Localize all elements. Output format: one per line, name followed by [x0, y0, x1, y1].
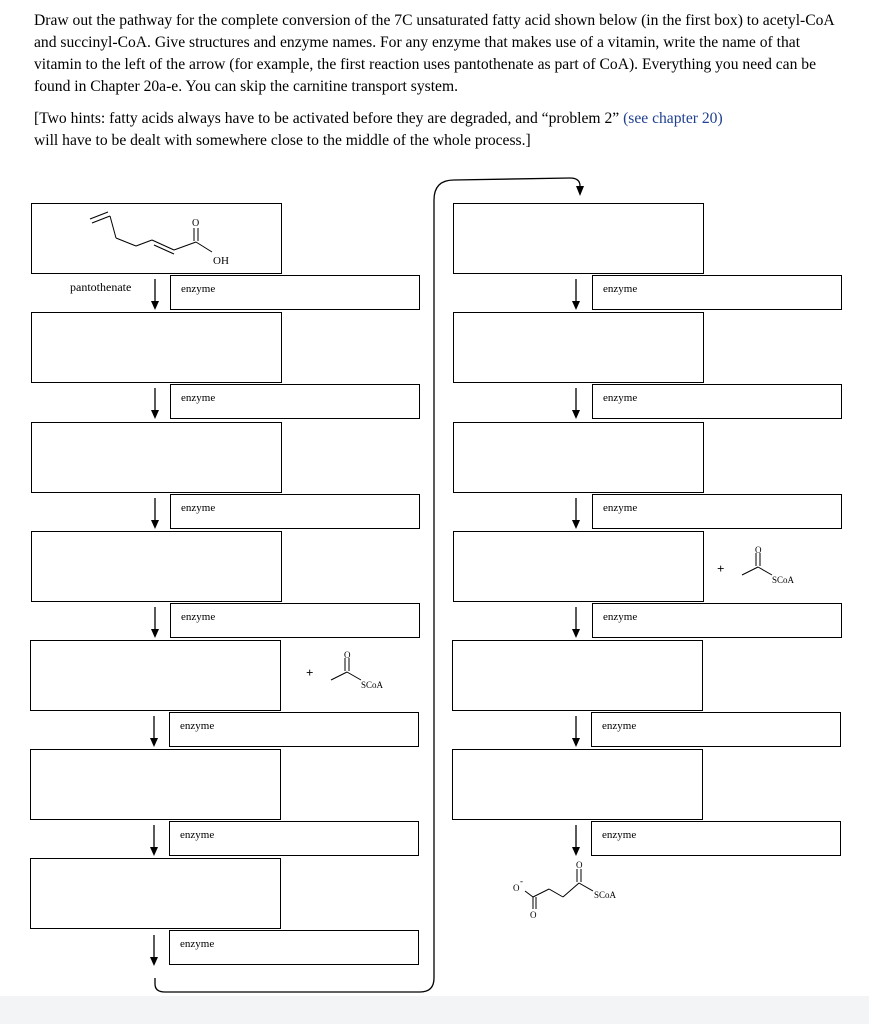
enzyme-label: enzyme [602, 720, 637, 732]
arrow-down-icon [570, 498, 582, 530]
enzyme-label: enzyme [603, 283, 638, 295]
structure-box-10[interactable] [453, 422, 704, 493]
enzyme-label: enzyme [180, 938, 215, 950]
carbonyl-o-label: O [344, 650, 351, 660]
enzyme-box[interactable] [592, 494, 842, 529]
arrow-down-icon [148, 935, 160, 967]
structure-box-13[interactable] [452, 749, 703, 820]
enzyme-label: enzyme [602, 829, 637, 841]
arrow-down-icon [149, 607, 161, 639]
enzyme-label: enzyme [180, 720, 215, 732]
plus-sign: + [306, 665, 314, 680]
arrow-down-icon [570, 279, 582, 311]
enzyme-label: enzyme [603, 392, 638, 404]
enzyme-box[interactable] [169, 930, 419, 965]
plus-sign: + [717, 561, 725, 576]
structure-box-5[interactable] [30, 640, 281, 711]
arrow-down-icon [570, 388, 582, 420]
arrow-down-icon [149, 388, 161, 420]
succinyl-coa-structure [505, 855, 635, 925]
structure-box-2[interactable] [31, 312, 282, 383]
carboxylate-o-label: O [513, 883, 520, 893]
start-molecule-structure [32, 204, 283, 275]
enzyme-label: enzyme [180, 829, 215, 841]
acetyl-coa-structure [736, 545, 806, 590]
acetyl-coa-structure [325, 650, 395, 695]
structure-box-3[interactable] [31, 422, 282, 493]
instructions: Draw out the pathway for the complete conversion of the 7C unsaturated fatty acid shown below (in the first box) to acetyl-CoA and succinyl-CoA. Give structures and enzyme names. For any enzyme that makes use of a vitamin, write the name of that vitamin to the left of the arrow (for example, the first reaction uses pantothenate as part of CoA). Everything you need can be found in Chapter 20a-e. You can skip the carnitine transport system. [34, 12, 834, 95]
enzyme-label: enzyme [603, 611, 638, 623]
carboxylate-o2-label: O [530, 910, 537, 920]
enzyme-label: enzyme [181, 283, 216, 295]
arrow-down-icon [148, 716, 160, 748]
carbonyl-o-label: O [576, 860, 583, 870]
hints-end: will have to be dealt with somewhere close to the middle of the whole process.] [34, 132, 531, 149]
hydroxyl-label: OH [213, 255, 229, 267]
arrow-down-icon [149, 498, 161, 530]
hints-start: [Two hints: fatty acids always have to be activated before they are degraded, and “problem 2” [34, 110, 620, 127]
scoa-label: SCoA [361, 680, 384, 690]
carbonyl-o-label: O [755, 545, 762, 555]
enzyme-box[interactable] [169, 712, 419, 747]
scoa-label: SCoA [594, 890, 617, 900]
enzyme-box[interactable] [591, 712, 841, 747]
structure-box-7[interactable] [30, 858, 281, 929]
structure-box-11[interactable] [453, 531, 704, 602]
structure-box-6[interactable] [30, 749, 281, 820]
structure-box-9[interactable] [453, 312, 704, 383]
enzyme-label: enzyme [181, 502, 216, 514]
arrow-down-icon [570, 607, 582, 639]
arrow-down-icon [570, 825, 582, 857]
enzyme-box[interactable] [170, 603, 420, 638]
arrow-down-icon [148, 825, 160, 857]
negative-charge-label: - [520, 876, 523, 886]
enzyme-box[interactable] [170, 275, 420, 310]
enzyme-box[interactable] [170, 384, 420, 419]
enzyme-box[interactable] [169, 821, 419, 856]
structure-box-12[interactable] [452, 640, 703, 711]
scoa-label: SCoA [772, 575, 795, 585]
chapter-reference: (see chapter 20) [623, 110, 723, 127]
arrow-down-icon [149, 279, 161, 311]
page-footer-band [0, 996, 869, 1024]
enzyme-label: enzyme [181, 392, 216, 404]
enzyme-label: enzyme [603, 502, 638, 514]
enzyme-box[interactable] [592, 603, 842, 638]
vitamin-label-pantothenate: pantothenate [70, 280, 132, 294]
structure-box-8[interactable] [453, 203, 704, 274]
arrow-down-icon [570, 716, 582, 748]
carbonyl-o-label: O [192, 218, 200, 229]
structure-box-4[interactable] [31, 531, 282, 602]
enzyme-box[interactable] [170, 494, 420, 529]
enzyme-box[interactable] [592, 275, 842, 310]
structure-box-1[interactable] [31, 203, 282, 274]
enzyme-box[interactable] [592, 384, 842, 419]
enzyme-box[interactable] [591, 821, 841, 856]
enzyme-label: enzyme [181, 611, 216, 623]
